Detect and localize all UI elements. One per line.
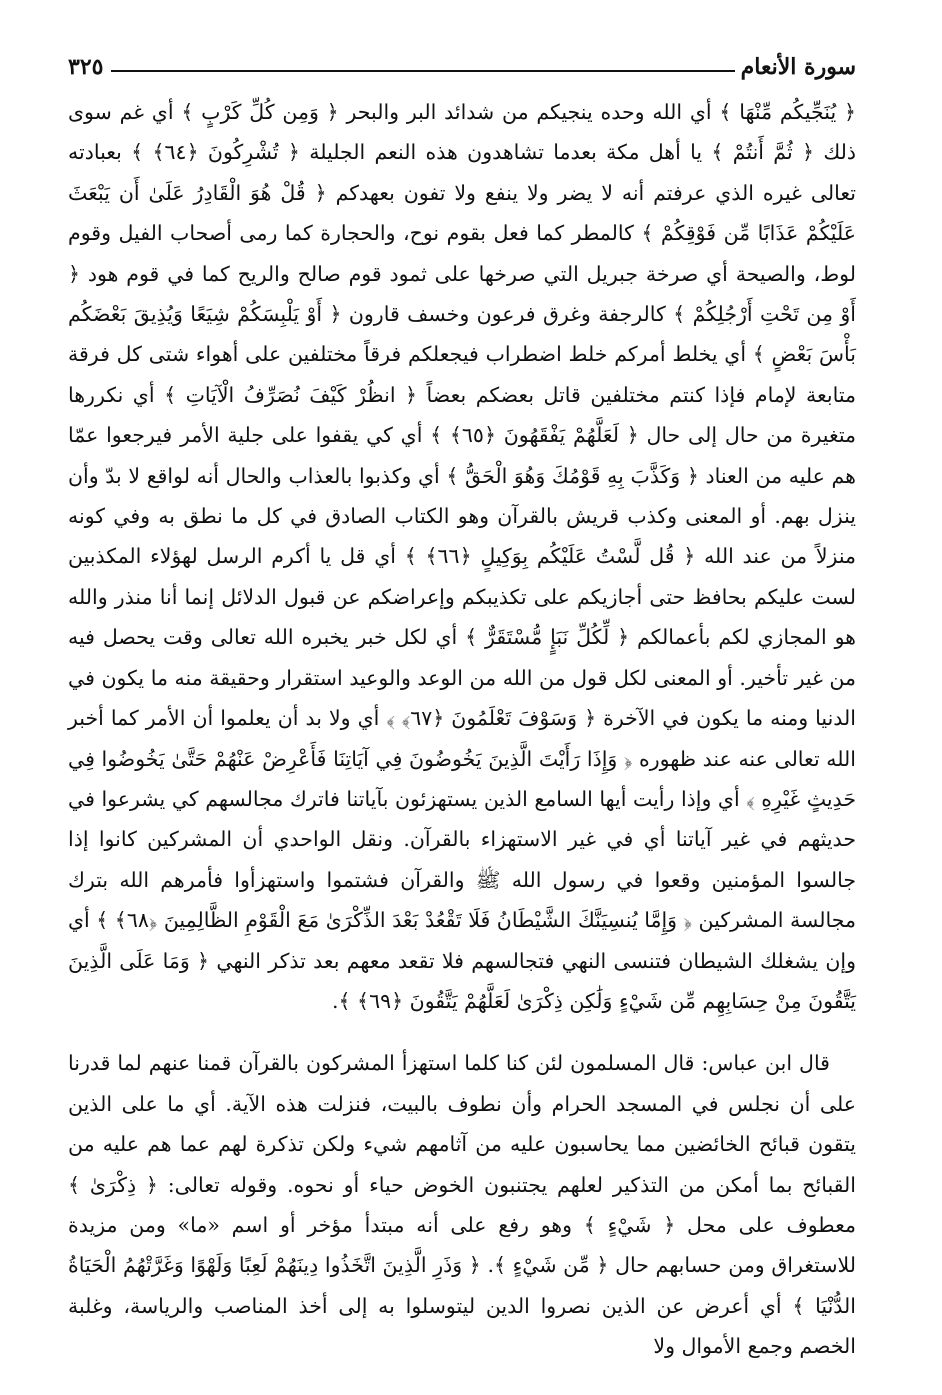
header-rule — [111, 70, 734, 72]
page-header — [68, 44, 856, 80]
surah-title: سورة الأنعام — [740, 54, 856, 80]
commentary-paragraph-text: ﴿ يُنَجِّيكُم مِّنْهَا ﴾ أي الله وحده ينجيكم من شدائد البر والبحر ﴿ وَمِن كُلِّ كَرْبٍ ﴾ أي غم سوى ذلك ﴿ ثُمَّ أَنتُمْ ﴾ يا أهل مكة بعدما تشاهدون هذه النعم الجليلة ﴿ تُشْرِكُونَ ﴿٦٤﴾ ﴾ بعبادته تعالى غيره الذي عرفتم أنه لا يضر ولا ينفع ولا تفون بعهدكم ﴿ قُلْ هُوَ الْقَادِرُ عَلَىٰ أَن يَبْعَثَ عَلَيْكُمْ عَذَابًا مِّن فَوْقِكُمْ ﴾ كالمطر كما فعل بقوم نوح، والحجارة كما رمى أصحاب الفيل وقوم لوط، والصيحة أي صرخة جبريل التي صرخها على ثمود قوم صالح والريح كما في قوم هود ﴿ أَوْ مِن تَحْتِ أَرْجُلِكُمْ ﴾ كالرجفة وغرق فرعون وخسف قارون ﴿ أَوْ يَلْبِسَكُمْ شِيَعًا وَيُذِيقَ بَعْضَكُم بَأْسَ بَعْضٍ ﴾ أي يخلط أمركم خلط اضطراب فيجعلكم فرقاً مختلفين على أهواء شتى كل فرقة متابعة لإمام فإذا كنتم مختلفين قاتل بعضكم بعضاً ﴿ انظُرْ كَيْفَ نُصَرِّفُ الْآيَاتِ ﴾ أي نكررها متغيرة من حال إلى حال ﴿ لَعَلَّهُمْ يَفْقَهُونَ ﴿٦٥﴾ ﴾ أي كي يقفوا على جلية الأمر فيرجعوا عمّا هم عليه من العناد ﴿ وَكَذَّبَ بِهِ قَوْمُكَ وَهُوَ الْحَقُّ ﴾ أي وكذبوا بالعذاب والحال أنه لواقع لا بدّ وأن ينزل بهم. أو المعنى وكذب قريش بالقرآن وهو الكتاب الصادق في كل ما نطق به وفي كونه منزلاً من عند الله ﴿ قُل لَّسْتُ عَلَيْكُم بِوَكِيلٍ ﴿٦٦﴾ ﴾ أي قل يا أكرم الرسل لهؤلاء المكذبين لست عليكم بحافظ حتى أجازيكم على تكذيبكم وإعراضكم عن قبول الدلائل إنما أنا منذر والله هو المجازي لكم بأعمالكم ﴿ لِّكُلِّ نَبَإٍ مُّسْتَقَرٌّ ﴾ أي لكل خبر يخبره الله تعالى وقت يحصل فيه من غير تأخير. أو المعنى لكل قول من الله من الوعد والوعيد استقرار وحقيقة منه ما يكون في الدنيا ومنه ما يكون في الآخرة ﴿ وَسَوْفَ تَعْلَمُونَ ﴿٦٧﴾ ﴾ أي ولا بد أن يعلموا أن الأمر كما أخبر الله تعالى عنه عند ظهوره ﴿ وَإِذَا رَأَيْتَ الَّذِينَ يَخُوضُونَ فِي آيَاتِنَا فَأَعْرِضْ عَنْهُمْ حَتَّىٰ يَخُوضُوا فِي حَدِيثٍ غَيْرِهِ ﴾ أي وإذا رأيت أيها السامع الذين يستهزئون بآياتنا فاترك مجالسهم كي يشرعوا في حديثهم في غير آياتنا أي في غير الاستهزاء بالقرآن. ونقل الواحدي أن المشركين كانوا إذا جالسوا المؤمنين وقعوا في رسول الله ﷺ والقرآن فشتموا واستهزأوا فأمرهم الله بترك مجالسة المشركين ﴿ وَإِمَّا يُنسِيَنَّكَ الشَّيْطَانُ فَلَا تَقْعُدْ بَعْدَ الذِّكْرَىٰ مَعَ الْقَوْمِ الظَّالِمِينَ ﴿٦٨﴾ ﴾ أي وإن يشغلك الشيطان فتنسى النهي فتجالسهم فلا تقعد معهم بعد تذكر النهي ﴿ وَمَا عَلَى الَّذِينَ يَتَّقُونَ مِنْ حِسَابِهِم مِّن شَيْءٍ وَلَٰكِن ذِكْرَىٰ لَعَلَّهُمْ يَتَّقُونَ ﴿٦٩﴾ ﴾. — [68, 100, 857, 1013]
commentary-paragraph-second — [68, 1043, 856, 1366]
commentary-paragraph — [68, 92, 856, 1021]
commentary-paragraph-second-text: قال ابن عباس: قال المسلمون لئن كنا كلما استهزأ المشركون بالقرآن قمنا عنهم لما قدرنا على أن نجلس في المسجد الحرام وأن نطوف بالبيت، فنزلت هذه الآية. أي ما على الذين يتقون قبائح الخائضين مما يحاسبون عليه من آثامهم شيء ولكن تذكرة لهم عما هم عليه من القبائح بما أمكن من التذكير لعلهم يجتنبون الخوض حياء أو نحوه. وقوله تعالى: ﴿ ذِكْرَىٰ ﴾ معطوف على محل ﴿ شَيْءٍ ﴾ وهو رفع على أنه مبتدأ مؤخر أو اسم «ما» ومن مزيدة للاستغراق ومن حسابهم حال ﴿ مِّن شَيْءٍ ﴾. ﴿ وَذَرِ الَّذِينَ اتَّخَذُوا دِينَهُمْ لَعِبًا وَلَهْوًا وَغَرَّتْهُمُ الْحَيَاةُ الدُّنْيَا ﴾ أي أعرض عن الذين نصروا الدين ليتوسلوا به إلى أخذ المناصب والرياسة، وغلبة الخصم وجمع الأموال ولا — [68, 1051, 856, 1359]
page-number: ٣٢٥ — [68, 54, 104, 80]
